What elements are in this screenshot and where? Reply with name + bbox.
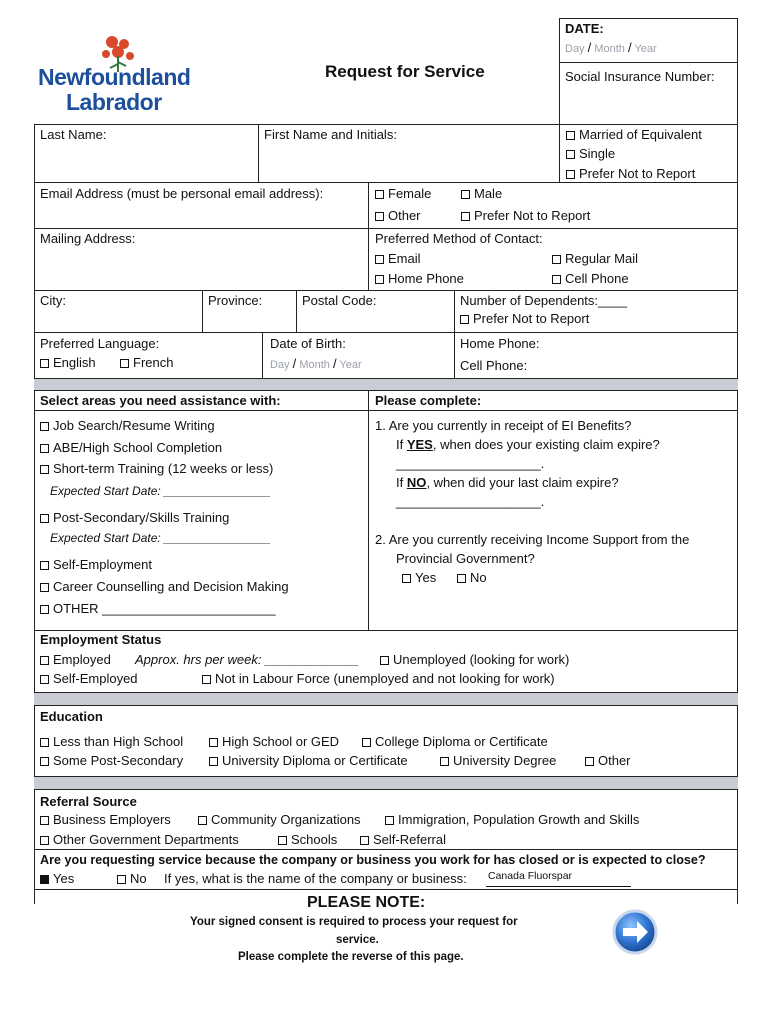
assist-career[interactable]: Career Counselling and Decision Making xyxy=(40,579,289,595)
checkbox-icon[interactable] xyxy=(209,738,218,747)
checkbox-icon[interactable] xyxy=(362,738,371,747)
contact-home-phone[interactable]: Home Phone xyxy=(375,271,464,287)
education-heading: Education xyxy=(40,709,103,724)
ref-community[interactable]: Community Organizations xyxy=(198,812,361,828)
gender-female[interactable]: Female xyxy=(375,186,431,202)
employment-not-in-lf[interactable]: Not in Labour Force (unemployed and not looking for work) xyxy=(202,671,555,687)
employment-hours[interactable]: Approx. hrs per week: _____________ xyxy=(135,652,360,667)
checkbox-icon[interactable] xyxy=(40,422,49,431)
closure-yes[interactable]: Yes xyxy=(40,871,74,887)
checkbox-icon[interactable] xyxy=(566,170,575,179)
checkbox-icon[interactable] xyxy=(461,212,470,221)
checkbox-icon[interactable] xyxy=(40,583,49,592)
language-english[interactable]: English xyxy=(40,355,96,371)
note-line1: Your signed consent is required to process your request for xyxy=(190,916,518,928)
province-label[interactable]: Province: xyxy=(208,293,263,308)
note-line3: Please complete the reverse of this page. xyxy=(238,951,464,963)
page-title: Request for Service xyxy=(325,62,485,81)
checkbox-icon[interactable] xyxy=(375,212,384,221)
checkbox-icon[interactable] xyxy=(40,836,49,845)
date-placeholder[interactable]: Day / Month / Year xyxy=(565,40,657,55)
dependents-prefer[interactable]: Prefer Not to Report xyxy=(460,311,589,327)
edu-hs-ged[interactable]: High School or GED xyxy=(209,734,339,750)
logo-line1: Newfoundland xyxy=(38,64,191,90)
checkbox-icon[interactable] xyxy=(402,574,411,583)
marital-prefer[interactable]: Prefer Not to Report xyxy=(566,166,695,182)
checkbox-icon[interactable] xyxy=(585,757,594,766)
checkbox-icon[interactable] xyxy=(40,656,49,665)
edu-univ-diploma[interactable]: University Diploma or Certificate xyxy=(209,753,408,769)
dob-placeholder[interactable]: Day / Month / Year xyxy=(270,356,362,371)
referral-heading: Referral Source xyxy=(40,794,137,809)
edu-college[interactable]: College Diploma or Certificate xyxy=(362,734,548,750)
company-name-value: Canada Fluorspar xyxy=(488,870,573,882)
logo-line2: Labrador xyxy=(66,89,162,115)
checkbox-icon[interactable] xyxy=(566,150,575,159)
assist-self-employment[interactable]: Self-Employment xyxy=(40,557,152,573)
ref-business[interactable]: Business Employers xyxy=(40,812,171,828)
checkbox-icon[interactable] xyxy=(40,465,49,474)
checkbox-icon[interactable] xyxy=(117,875,126,884)
edu-other[interactable]: Other xyxy=(585,753,631,769)
marital-married[interactable]: Married of Equivalent xyxy=(566,127,702,143)
ref-immigration[interactable]: Immigration, Population Growth and Skills xyxy=(385,812,639,828)
checkbox-icon[interactable] xyxy=(375,190,384,199)
arrow-right-icon xyxy=(611,908,659,956)
mailing-address-label[interactable]: Mailing Address: xyxy=(40,231,136,246)
ref-schools[interactable]: Schools xyxy=(278,832,337,848)
ref-self[interactable]: Self-Referral xyxy=(360,832,446,848)
checkbox-icon[interactable] xyxy=(440,757,449,766)
employment-heading: Employment Status xyxy=(40,632,162,647)
sin-label[interactable]: Social Insurance Number: xyxy=(565,69,715,84)
contact-regular-mail[interactable]: Regular Mail xyxy=(552,251,638,267)
q1-blank-2[interactable]: ____________________. xyxy=(396,494,545,509)
expected-start-1[interactable]: Expected Start Date: ________________ xyxy=(50,484,271,498)
checkbox-icon[interactable] xyxy=(380,656,389,665)
assist-short-term[interactable]: Short-term Training (12 weeks or less) xyxy=(40,461,273,477)
checkbox-icon[interactable] xyxy=(566,131,575,140)
checkbox-icon[interactable] xyxy=(40,561,49,570)
closure-name-prompt: If yes, what is the name of the company or business: xyxy=(164,871,467,886)
contact-label: Preferred Method of Contact: xyxy=(375,231,543,246)
checkbox-icon[interactable] xyxy=(552,275,561,284)
language-label: Preferred Language: xyxy=(40,336,160,351)
employment-unemployed[interactable]: Unemployed (looking for work) xyxy=(380,652,569,668)
last-name-label[interactable]: Last Name: xyxy=(40,127,107,142)
q1-yes-text: If YES, when does your existing claim expire? xyxy=(396,437,660,452)
assist-heading: Select areas you need assistance with: xyxy=(40,393,281,408)
checkbox-icon[interactable] xyxy=(457,574,466,583)
next-page-button[interactable] xyxy=(611,908,659,956)
gender-male[interactable]: Male xyxy=(461,186,502,202)
q2-line2: Provincial Government? xyxy=(396,551,535,566)
checkbox-icon[interactable] xyxy=(460,315,469,324)
assist-post-secondary[interactable]: Post-Secondary/Skills Training xyxy=(40,510,229,526)
checkbox-icon[interactable] xyxy=(40,675,49,684)
checkbox-icon[interactable] xyxy=(40,757,49,766)
q1-no-text: If NO, when did your last claim expire? xyxy=(396,475,619,490)
checkbox-icon[interactable] xyxy=(360,836,369,845)
home-phone-label[interactable]: Home Phone: xyxy=(460,336,540,351)
checkbox-icon[interactable] xyxy=(375,275,384,284)
contact-email[interactable]: Email xyxy=(375,251,421,267)
checkbox-icon[interactable] xyxy=(40,514,49,523)
q1-text: 1. Are you currently in receipt of EI Benefits? xyxy=(375,418,632,433)
checkbox-icon[interactable] xyxy=(385,816,394,825)
checkbox-icon[interactable] xyxy=(202,675,211,684)
checkbox-icon[interactable] xyxy=(120,359,129,368)
note-heading: PLEASE NOTE: xyxy=(307,894,426,911)
logo xyxy=(38,34,198,114)
employment-self-employed[interactable]: Self-Employed xyxy=(40,671,138,687)
checkbox-icon[interactable] xyxy=(198,816,207,825)
gender-prefer[interactable]: Prefer Not to Report xyxy=(461,208,590,224)
edu-some-post[interactable]: Some Post-Secondary xyxy=(40,753,183,769)
employment-employed[interactable]: Employed xyxy=(40,652,111,668)
first-name-label[interactable]: First Name and Initials: xyxy=(264,127,397,142)
checkbox-icon[interactable] xyxy=(40,359,49,368)
assist-other[interactable]: OTHER ________________________ xyxy=(40,601,276,617)
closure-no[interactable]: No xyxy=(117,871,147,887)
expected-start-2[interactable]: Expected Start Date: ________________ xyxy=(50,531,271,545)
date-label: DATE: xyxy=(565,21,604,36)
company-name-field[interactable] xyxy=(486,868,631,887)
q1-blank-1[interactable]: ____________________. xyxy=(396,456,545,471)
contact-cell-phone[interactable]: Cell Phone xyxy=(552,271,629,287)
edu-less-hs[interactable]: Less than High School xyxy=(40,734,183,750)
checkbox-icon[interactable] xyxy=(40,605,49,614)
language-french[interactable]: French xyxy=(120,355,173,371)
closure-question: Are you requesting service because the company or business you work for has closed or is expected to close? xyxy=(40,853,706,867)
checkbox-icon[interactable] xyxy=(40,738,49,747)
marital-single[interactable]: Single xyxy=(566,146,615,162)
gender-other[interactable]: Other xyxy=(375,208,421,224)
edu-univ-degree[interactable]: University Degree xyxy=(440,753,556,769)
q2-no[interactable]: No xyxy=(457,570,487,586)
checkbox-icon[interactable] xyxy=(461,190,470,199)
checkbox-icon[interactable] xyxy=(552,255,561,264)
dependents-label[interactable]: Number of Dependents:____ xyxy=(460,293,627,308)
city-label[interactable]: City: xyxy=(40,293,66,308)
q2-line1: 2. Are you currently receiving Income Support from the xyxy=(375,532,690,547)
checkbox-icon[interactable] xyxy=(375,255,384,264)
dob-label[interactable]: Date of Birth: xyxy=(270,336,346,351)
assist-job-search[interactable]: Job Search/Resume Writing xyxy=(40,418,215,434)
q2-yes[interactable]: Yes xyxy=(402,570,436,586)
checkbox-icon[interactable] xyxy=(40,444,49,453)
note-line2: service. xyxy=(336,934,379,946)
checked-checkbox-icon[interactable] xyxy=(40,875,49,884)
assist-abe[interactable]: ABE/High School Completion xyxy=(40,440,222,456)
ref-other-gov[interactable]: Other Government Departments xyxy=(40,832,239,848)
checkbox-icon[interactable] xyxy=(40,816,49,825)
postal-code-label[interactable]: Postal Code: xyxy=(302,293,377,308)
checkbox-icon[interactable] xyxy=(209,757,218,766)
cell-phone-label[interactable]: Cell Phone: xyxy=(460,358,528,373)
complete-heading: Please complete: xyxy=(375,393,482,408)
email-label[interactable]: Email Address (must be personal email address): xyxy=(40,186,324,201)
checkbox-icon[interactable] xyxy=(278,836,287,845)
